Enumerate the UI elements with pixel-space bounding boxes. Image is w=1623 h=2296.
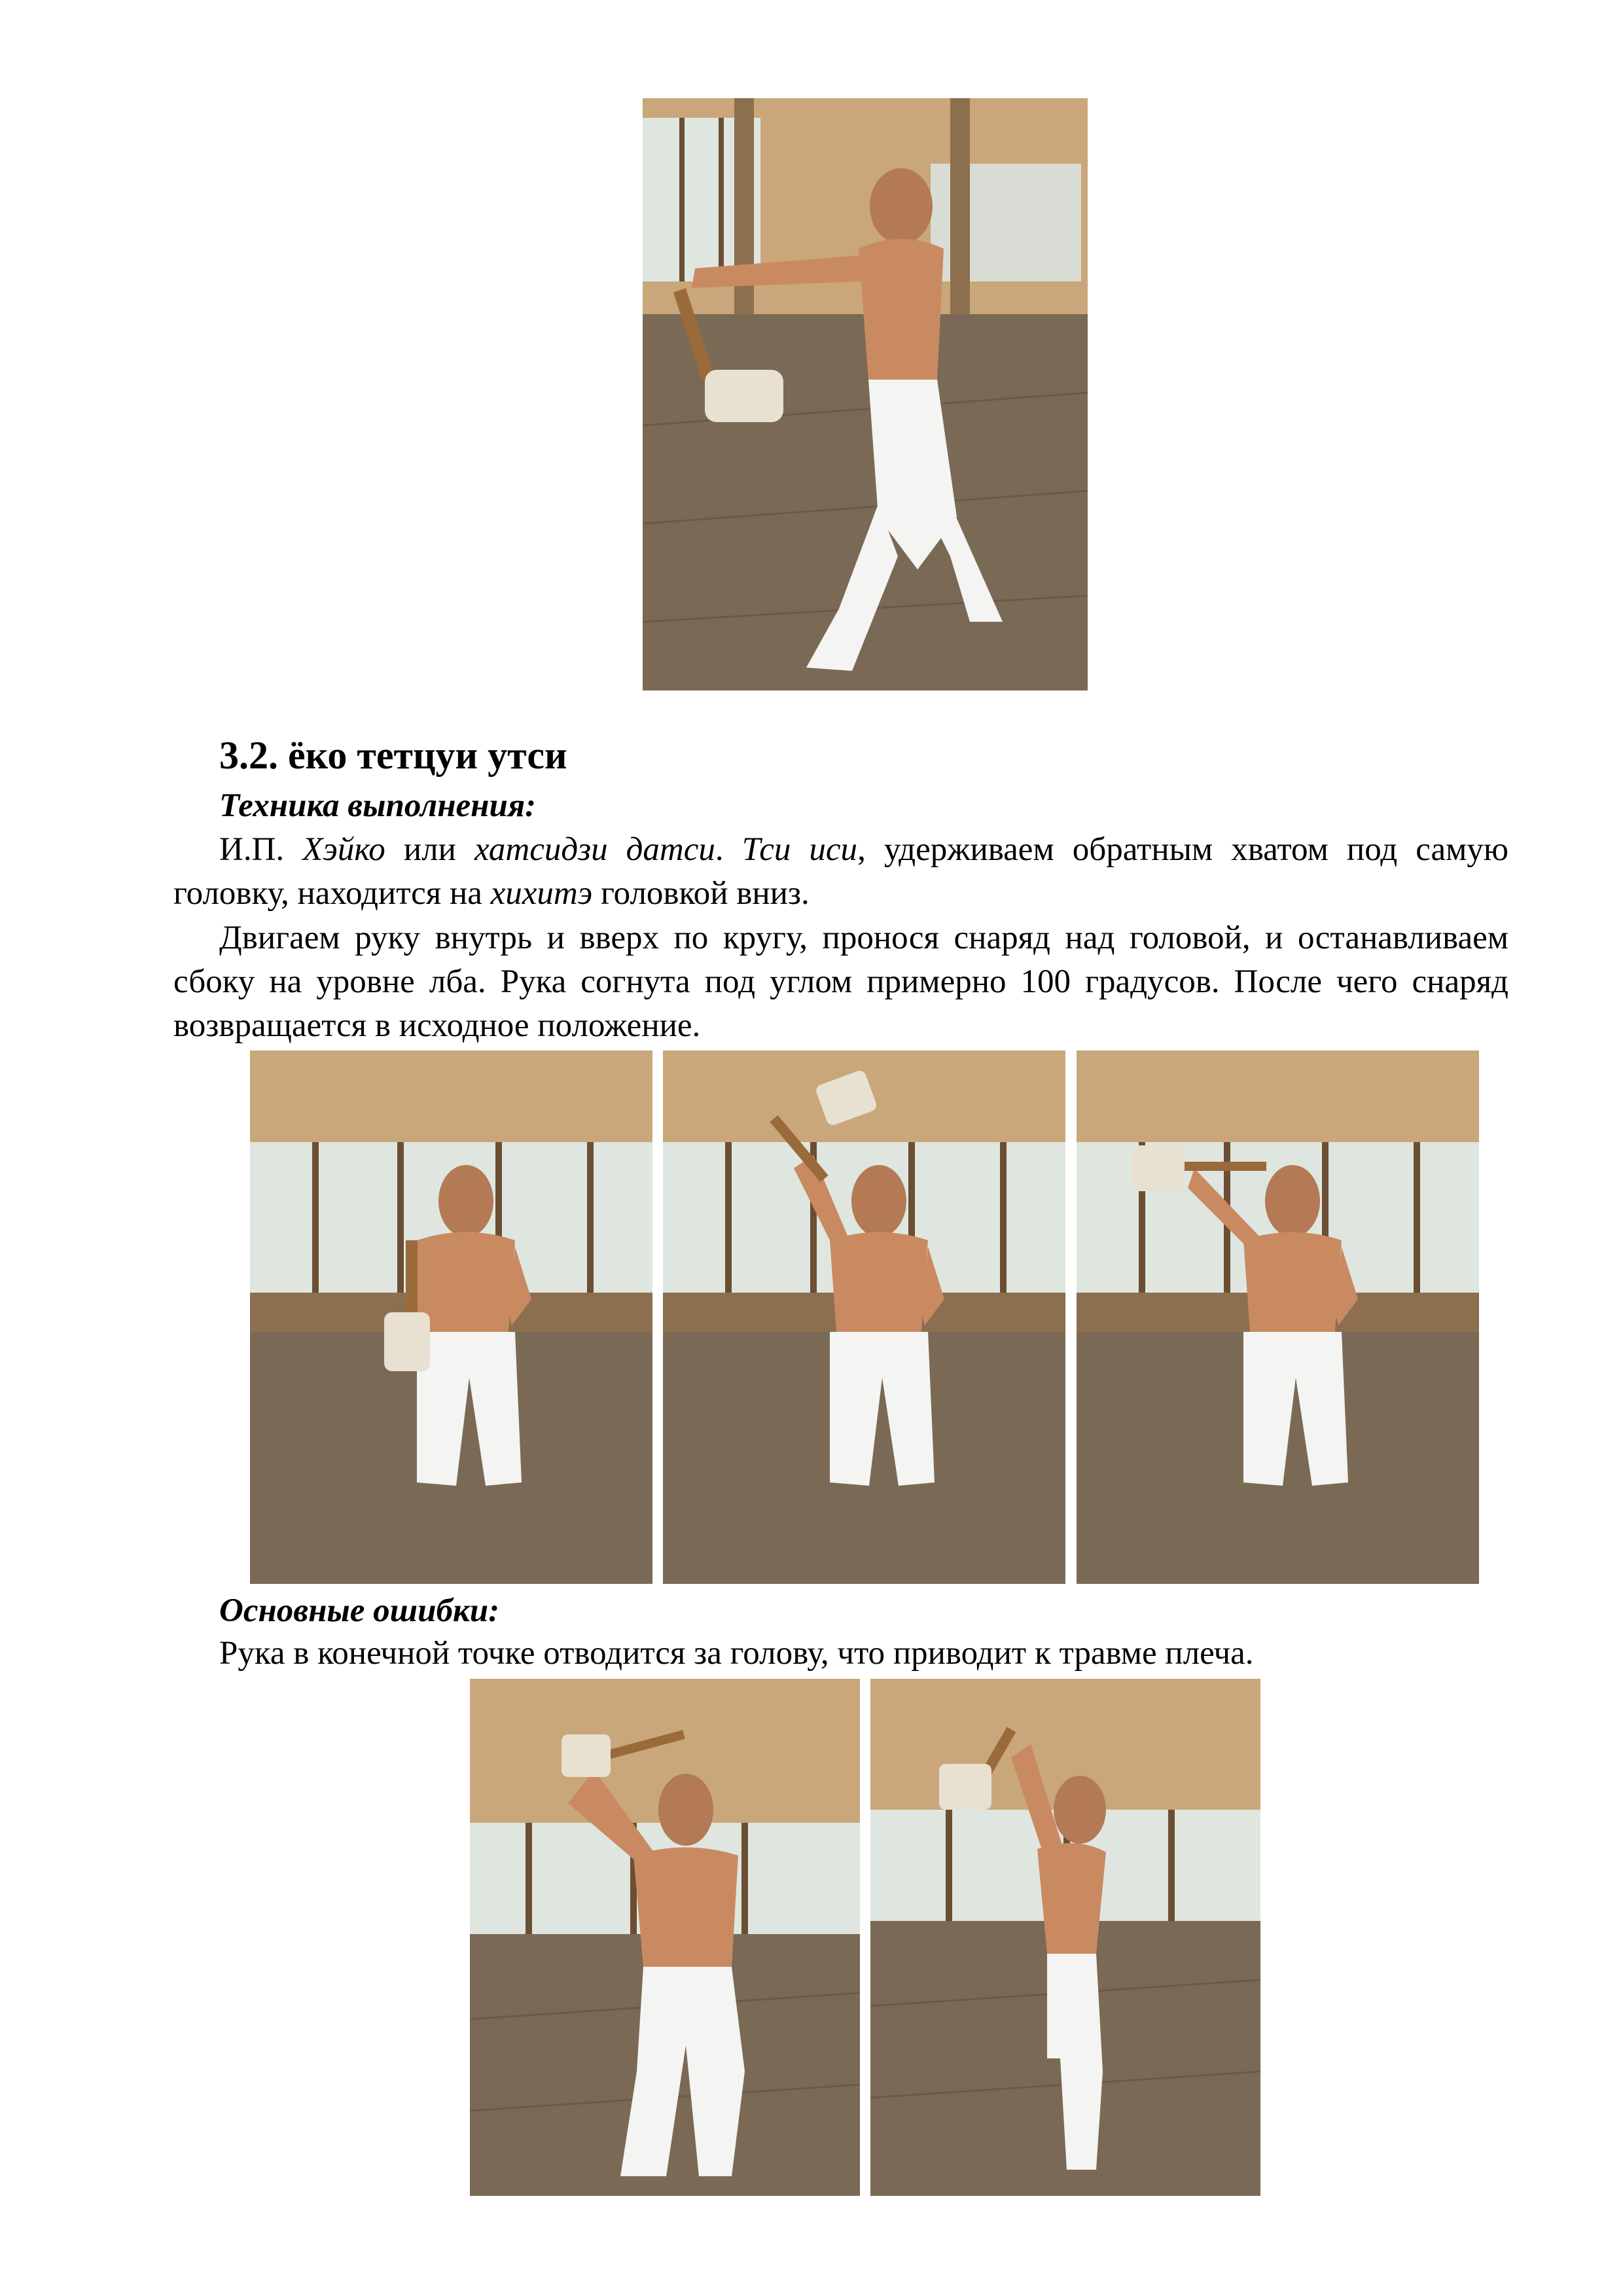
photo-sequence-start	[250, 1050, 652, 1584]
photo-error-front	[470, 1679, 860, 2196]
errors-heading: Основные ошибки:	[219, 1592, 500, 1629]
photo-sequence-middle	[663, 1050, 1065, 1584]
photo-sequence-end	[1077, 1050, 1479, 1584]
technique-paragraph-2: Двигаем руку внутрь и вверх по кругу, пронося снаряд над головой, и останавливаем сбоку на уровне лба. Рука согнута под углом примерно 100 градусов. После чего снаряд возвращается в исходное положение.	[173, 920, 1508, 1044]
photo-top-stance	[643, 98, 1088, 691]
technique-heading: Техника выполнения:	[219, 787, 537, 824]
section-title: 3.2. ёко тетцуи утси	[219, 734, 567, 777]
technique-paragraph-1: И.П. Хэйко или хатсидзи датси. Тси иси, удерживаем обратным хватом под самую головку, находится на хихитэ головкой вниз.	[173, 831, 1508, 912]
errors-text: Рука в конечной точке отводится за голову, что приводит к травме плеча.	[219, 1635, 1254, 1672]
photo-error-side	[870, 1679, 1260, 2196]
